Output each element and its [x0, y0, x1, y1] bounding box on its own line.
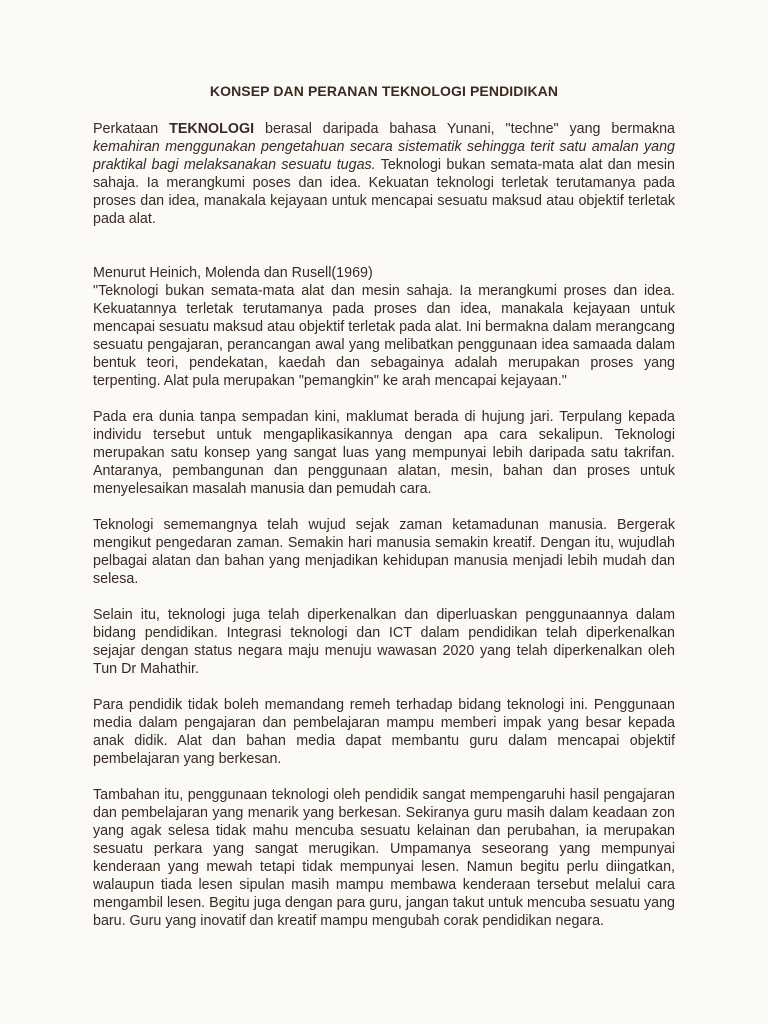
- quote-text: "Teknologi bukan semata-mata alat dan mesin sahaja. Ia merangkumi proses dan idea. Kekuatannya terletak terutamanya pada proses dan idea, manakala kejayaan untuk mencapai sesuatu maksud atau objektif terletak pada alat. Ini bermakna dalam merangcang sesuatu pengajaran, perancangan awal yang melibatkan penggunaan idea samaada dalam bentuk teori, pendekatan, kaedah dan sebagainya adalah merupakan proses yang terpenting. Alat pula merupakan "pemangkin" ke arah mencapai kejayaan.": [93, 283, 675, 389]
- spacer: [93, 228, 675, 264]
- intro-bold-term: TEKNOLOGI: [169, 121, 255, 137]
- document-title: KONSEP DAN PERANAN TEKNOLOGI PENDIDIKAN: [209, 83, 559, 99]
- body-paragraph-2: Teknologi sememangnya telah wujud sejak zaman ketamadunan manusia. Bergerak mengikut pengedaran zaman. Semakin hari manusia semakin kreatif. Dengan itu, wujudlah pelbagai alatan dan bahan yang menjadikan kehidupan manusia menjadi lebih mudah dan selesa.: [93, 517, 675, 587]
- intro-paragraph: [93, 120, 675, 228]
- intro-text-middle: berasal daripada bahasa Yunani, "techne" yang bermakna: [254, 121, 675, 137]
- body-paragraph-4: Para pendidik tidak boleh memandang remeh terhadap bidang teknologi ini. Penggunaan media dalam pengajaran dan pembelajaran mampu memberi impak yang besar kepada anak didik. Alat dan bahan media dapat membantu guru dalam mencapai objektif pembelajaran yang berkesan.: [93, 697, 675, 767]
- intro-text-end: Teknologi bukan semata-mata alat dan mesin sahaja. Ia merangkumi poses dan idea. Kekuatan teknologi terletak terutamanya pada proses dan idea, manakala kejayaan untuk mencapai sesuatu maksud atau objektif terletak pada alat.: [93, 157, 675, 227]
- spacer: [93, 678, 675, 696]
- spacer: [93, 390, 675, 408]
- spacer: [93, 588, 675, 606]
- body-paragraph-3: Selain itu, teknologi juga telah diperkenalkan dan diperluaskan penggunaannya dalam bidang pendidikan. Integrasi teknologi dan ICT dalam pendidikan telah diperkenalkan sejajar dengan status negara maju menuju wawasan 2020 yang telah diperkenalkan oleh Tun Dr Mahathir.: [93, 607, 675, 677]
- body-paragraph-5: Tambahan itu, penggunaan teknologi oleh pendidik sangat mempengaruhi hasil pengajaran dan pembelajaran yang menarik yang berkesan. Sekiranya guru masih dalam keadaan zon yang agak selesa tidak mahu mencuba sesuatu kelainan dan perubahan, ia merupakan sesuatu perkara yang sangat merugikan. Umpamanya seseorang yang mempunyai kenderaan yang mewah tetapi tidak mempunyai lesen. Namun begitu perlu diingatkan, walaupun tiada lesen sipulan masih mampu membawa kenderaan tersebut melalui cara mengambil lesen. Begitu juga dengan para guru, jangan takut untuk mencuba sesuatu yang baru. Guru yang inovatif dan kreatif mampu mengubah corak pendidikan negara.: [93, 787, 675, 929]
- intro-italic-definition: kemahiran menggunakan pengetahuan secara sistematik sehingga terit satu amalan yang praktikal bagi melaksanakan sesuatu tugas.: [93, 139, 675, 173]
- spacer: [93, 498, 675, 516]
- intro-text-start: Perkataan: [93, 121, 170, 137]
- body-paragraph-1: Pada era dunia tanpa sempadan kini, maklumat berada di hujung jari. Terpulang kepada individu tersebut untuk mengaplikasikannya dengan apa cara sekalipun. Teknologi merupakan satu konsep yang sangat luas yang mempunyai lebih daripada satu takrifan. Antaranya, pembangunan dan penggunaan alatan, mesin, bahan dan proses untuk menyelesaikan masalah manusia dan pemudah cara.: [93, 409, 675, 497]
- quote-source: Menurut Heinich, Molenda dan Rusell(1969): [93, 265, 373, 281]
- spacer: [93, 768, 675, 786]
- quote-paragraph: [93, 264, 675, 390]
